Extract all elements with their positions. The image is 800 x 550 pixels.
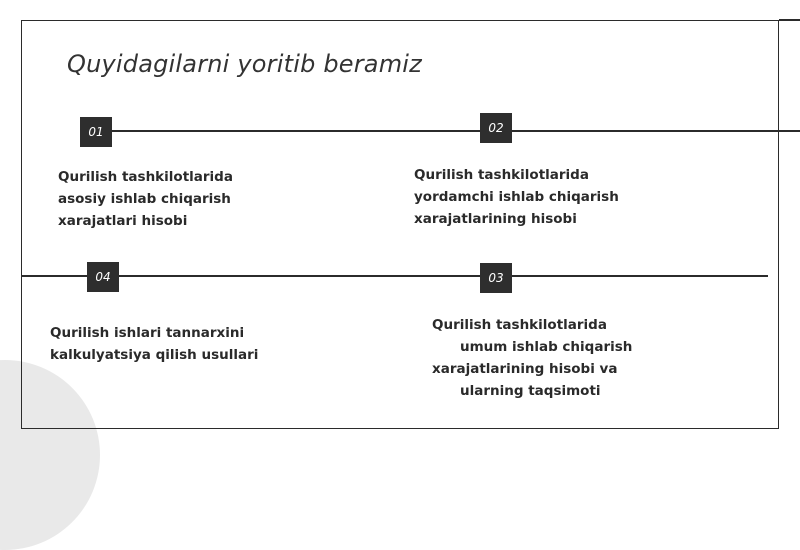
step-03-line-4: ularning taqsimoti [460,383,601,399]
step-02-line-3: xarajatlarining hisobi [414,211,577,227]
step-03-line-3: xarajatlarining hisobi va [432,361,618,377]
frame-edge-line [779,19,800,21]
step-03-line-1: Qurilish tashkilotlarida [432,317,607,333]
step-02-line-1: Qurilish tashkilotlarida [414,167,589,183]
step-badge-03: 03 [480,263,512,293]
step-03-line-2: umum ishlab chiqarish [460,339,633,355]
timeline-line-bottom [22,275,768,277]
slide-title: Quyidagilarni yoritib beramiz [67,50,422,78]
step-badge-01: 01 [80,117,112,147]
step-04-line-2: kalkulyatsiya qilish usullari [50,347,259,363]
step-badge-02: 02 [480,113,512,143]
step-text-03 [432,314,632,402]
step-badge-04: 04 [87,262,119,292]
step-01-line-1: Qurilish tashkilotlarida [58,169,233,185]
step-text-04 [50,322,258,366]
step-04-line-1: Qurilish ishlari tannarxini [50,325,245,341]
step-02-line-2: yordamchi ishlab chiqarish [414,189,619,205]
step-01-line-3: xarajatlari hisobi [58,213,188,229]
step-01-line-2: asosiy ishlab chiqarish [58,191,231,207]
step-text-01 [58,166,233,232]
step-text-02 [414,164,619,230]
timeline-line-top [96,130,800,132]
